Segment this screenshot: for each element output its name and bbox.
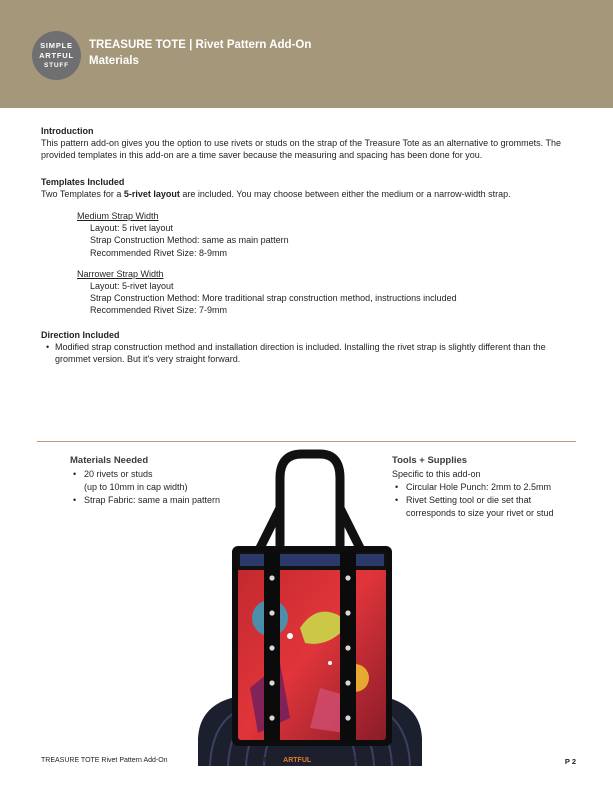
- templates-text-end: are included. You may choose between either the medium or a narrow-width strap.: [179, 188, 511, 199]
- copyright-symbol: ©: [250, 757, 258, 764]
- bag-body: [232, 546, 392, 746]
- bullet-glyph: •: [73, 469, 77, 479]
- direction-heading: Direction Included: [41, 329, 120, 340]
- section-divider: [37, 441, 576, 442]
- templates-text-bold: 5-rivet layout: [123, 188, 180, 199]
- materials-item-text: Strap Fabric: same a main pattern: [84, 495, 221, 505]
- narrow-layout: Layout: 5-rivet layout: [90, 281, 174, 292]
- direction-bullet-item: [43, 341, 581, 365]
- materials-item-note: (up to 10mm in cap width): [84, 482, 188, 492]
- footer-copyright: [250, 757, 370, 764]
- tools-item-text: Rivet Setting tool or die set that corresponds to size your rivet or stud: [406, 495, 554, 518]
- medium-strap-block: [77, 210, 581, 259]
- templates-text: [41, 188, 581, 200]
- medium-strap-title: Medium Strap Width: [77, 211, 159, 222]
- medium-rivet-size: Recommended Rivet Size: 8-9mm: [90, 247, 228, 258]
- narrow-strap-title: Narrower Strap Width: [77, 268, 164, 279]
- introduction-text: This pattern add-on gives you the option to use rivets or studs on the strap of the Treasure Tote as an alternative to grommets. The provided templates in this add-on are a time saver because the measuring and spacing has been done for you.: [41, 138, 561, 161]
- logo-text-artful: ARTFUL: [39, 50, 74, 60]
- materials-heading: Materials Needed: [70, 455, 149, 466]
- site-artful: ARTFUL: [283, 757, 312, 764]
- document-title: TREASURE TOTE | Rivet Pattern Add-On: [89, 39, 312, 51]
- templates-text-start: Two Templates for a: [41, 188, 124, 199]
- page-footer: [0, 757, 613, 771]
- main-content: [41, 125, 581, 365]
- narrow-method: Strap Construction Method: More traditional strap construction method, instructions included: [90, 293, 457, 304]
- logo-text-stuff: STUFF: [44, 61, 69, 69]
- medium-layout: Layout: 5 rivet layout: [90, 223, 174, 234]
- materials-item-rivets: [70, 468, 240, 494]
- bullet-glyph: •: [46, 341, 50, 352]
- materials-item-strap-fabric: [70, 494, 240, 507]
- section-title: Materials: [89, 55, 139, 67]
- site-com: .COM: [333, 757, 353, 764]
- tools-item-rivet-setter: [392, 494, 577, 520]
- tools-supplies: [392, 454, 577, 520]
- page-number: P 2: [564, 757, 576, 766]
- materials-needed: [70, 454, 240, 507]
- tools-intro: Specific to this add-on: [392, 469, 481, 479]
- simple-artful-stuff-logo: [32, 31, 81, 80]
- site-stuff: STUFF: [311, 757, 334, 764]
- bullet-glyph: •: [73, 495, 77, 505]
- footer-year: 2020: [352, 757, 370, 764]
- templates-heading: Templates Included: [41, 176, 125, 187]
- templates-section: [41, 176, 581, 200]
- bullet-glyph: •: [395, 482, 399, 492]
- footer-document-name: TREASURE TOTE Rivet Pattern Add-On: [41, 757, 168, 764]
- direction-text: Modified strap construction method and installation direction is included. Installing the rivet strap is slightly different than the grommet version. But it's very straight forward.: [55, 341, 546, 365]
- logo-text-simple: SIMPLE: [40, 40, 73, 50]
- materials-item-text: 20 rivets or studs: [84, 469, 153, 479]
- bag-handle: [260, 454, 360, 548]
- site-simple: SIMPLE: [257, 757, 284, 764]
- direction-section: [41, 329, 581, 366]
- introduction-heading: Introduction: [41, 126, 94, 136]
- tools-item-hole-punch: [392, 481, 577, 494]
- narrow-strap-block: [77, 268, 581, 317]
- narrow-rivet-size: Recommended Rivet Size: 7-9mm: [90, 305, 228, 316]
- medium-method: Strap Construction Method: same as main pattern: [90, 235, 289, 246]
- tools-item-text: Circular Hole Punch: 2mm to 2.5mm: [406, 482, 552, 492]
- introduction-section: [41, 125, 581, 162]
- bullet-glyph: •: [395, 495, 399, 505]
- page-header: [0, 0, 613, 108]
- tools-heading: Tools + Supplies: [392, 455, 468, 466]
